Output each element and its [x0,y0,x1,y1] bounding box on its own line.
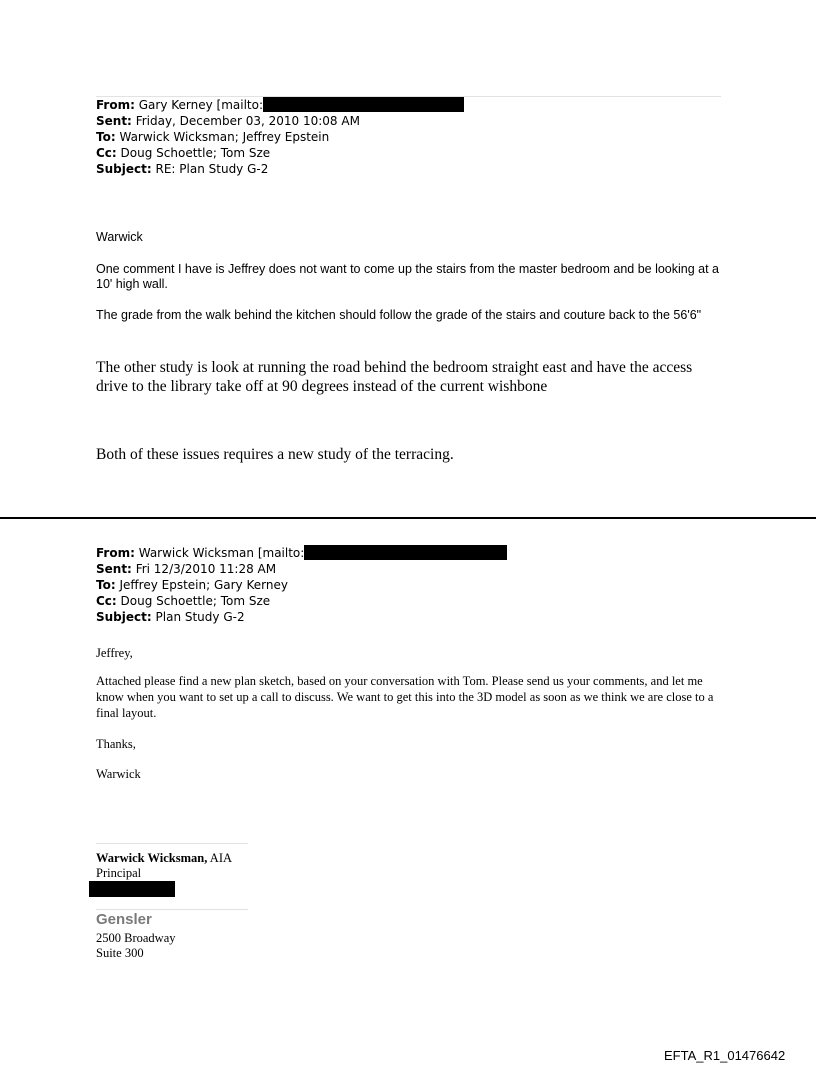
signature-name-line [96,850,232,866]
to-value: Warwick Wicksman; Jeffrey Epstein [119,130,330,144]
sent-value: Fri 12/3/2010 11:28 AM [135,562,277,576]
email1-paragraph-3: The other study is look at running the road behind the bedroom straight east and have the access drive to the library take off at 90 degrees instead of the current wishbone [96,359,693,395]
email1-cc-line [96,145,270,162]
email2-subject-line [96,609,245,626]
from-label: From: [96,98,135,112]
email1-subject-line [96,161,268,178]
cc-value: Doug Schoettle; Tom Sze [120,594,271,608]
email1-paragraph-2: The grade from the walk behind the kitchen should follow the grade of the stairs and couture back to the 56'6" [96,308,702,322]
email2-signoff: Warwick [96,767,141,781]
email2-sent-line [96,561,276,578]
redaction-block [304,545,507,560]
subject-value: RE: Plan Study G-2 [155,162,269,176]
email1-paragraph-1: One comment I have is Jeffrey does not want to come up the stairs from the master bedroom and be looking at a 10' high wall. [96,262,720,291]
sent-label: Sent: [96,562,132,576]
email2-to-line [96,577,288,594]
email1-to-line [96,129,329,146]
cc-label: Cc: [96,594,117,608]
cc-value: Doug Schoettle; Tom Sze [120,146,271,160]
email1-from-line [96,97,464,114]
from-value: Warwick Wicksman [mailto: [138,546,305,560]
document-id: EFTA_R1_01476642 [664,1048,786,1063]
subject-label: Subject: [96,610,152,624]
redaction-block [89,881,175,897]
email2-thanks: Thanks, [96,737,136,751]
signature-top-rule [96,843,248,844]
email1-paragraph-4: Both of these issues requires a new study of the terracing. [96,446,454,463]
email2-cc-line [96,593,270,610]
sent-value: Friday, December 03, 2010 10:08 AM [135,114,360,128]
redaction-block [263,97,464,112]
signature-address-1: 2500 Broadway [96,931,176,945]
cc-label: Cc: [96,146,117,160]
email1-greeting: Warwick [96,230,143,244]
signature-name: Warwick Wicksman, [96,851,208,865]
subject-value: Plan Study G-2 [155,610,245,624]
from-label: From: [96,546,135,560]
from-value: Gary Kerney [mailto: [138,98,263,112]
to-label: To: [96,578,116,592]
email2-greeting: Jeffrey, [96,646,133,660]
email2-body: Attached please find a new plan sketch, based on your conversation with Tom. Please send us your comments, and let me know when you want to set up a call to discuss. We want to get this into the 3D model as soon as we think we are close to a final layout. [96,674,714,720]
subject-label: Subject: [96,162,152,176]
signature-credential: AIA [207,851,233,865]
email-separator-line [0,517,816,519]
signature-title: Principal [96,866,142,880]
email2-from-line [96,545,507,562]
sent-label: Sent: [96,114,132,128]
to-value: Jeffrey Epstein; Gary Kerney [119,578,288,592]
signature-company-rule [96,909,248,910]
email1-sent-line [96,113,360,130]
signature-company: Gensler [96,911,152,928]
signature-address-2: Suite 300 [96,946,144,960]
to-label: To: [96,130,116,144]
